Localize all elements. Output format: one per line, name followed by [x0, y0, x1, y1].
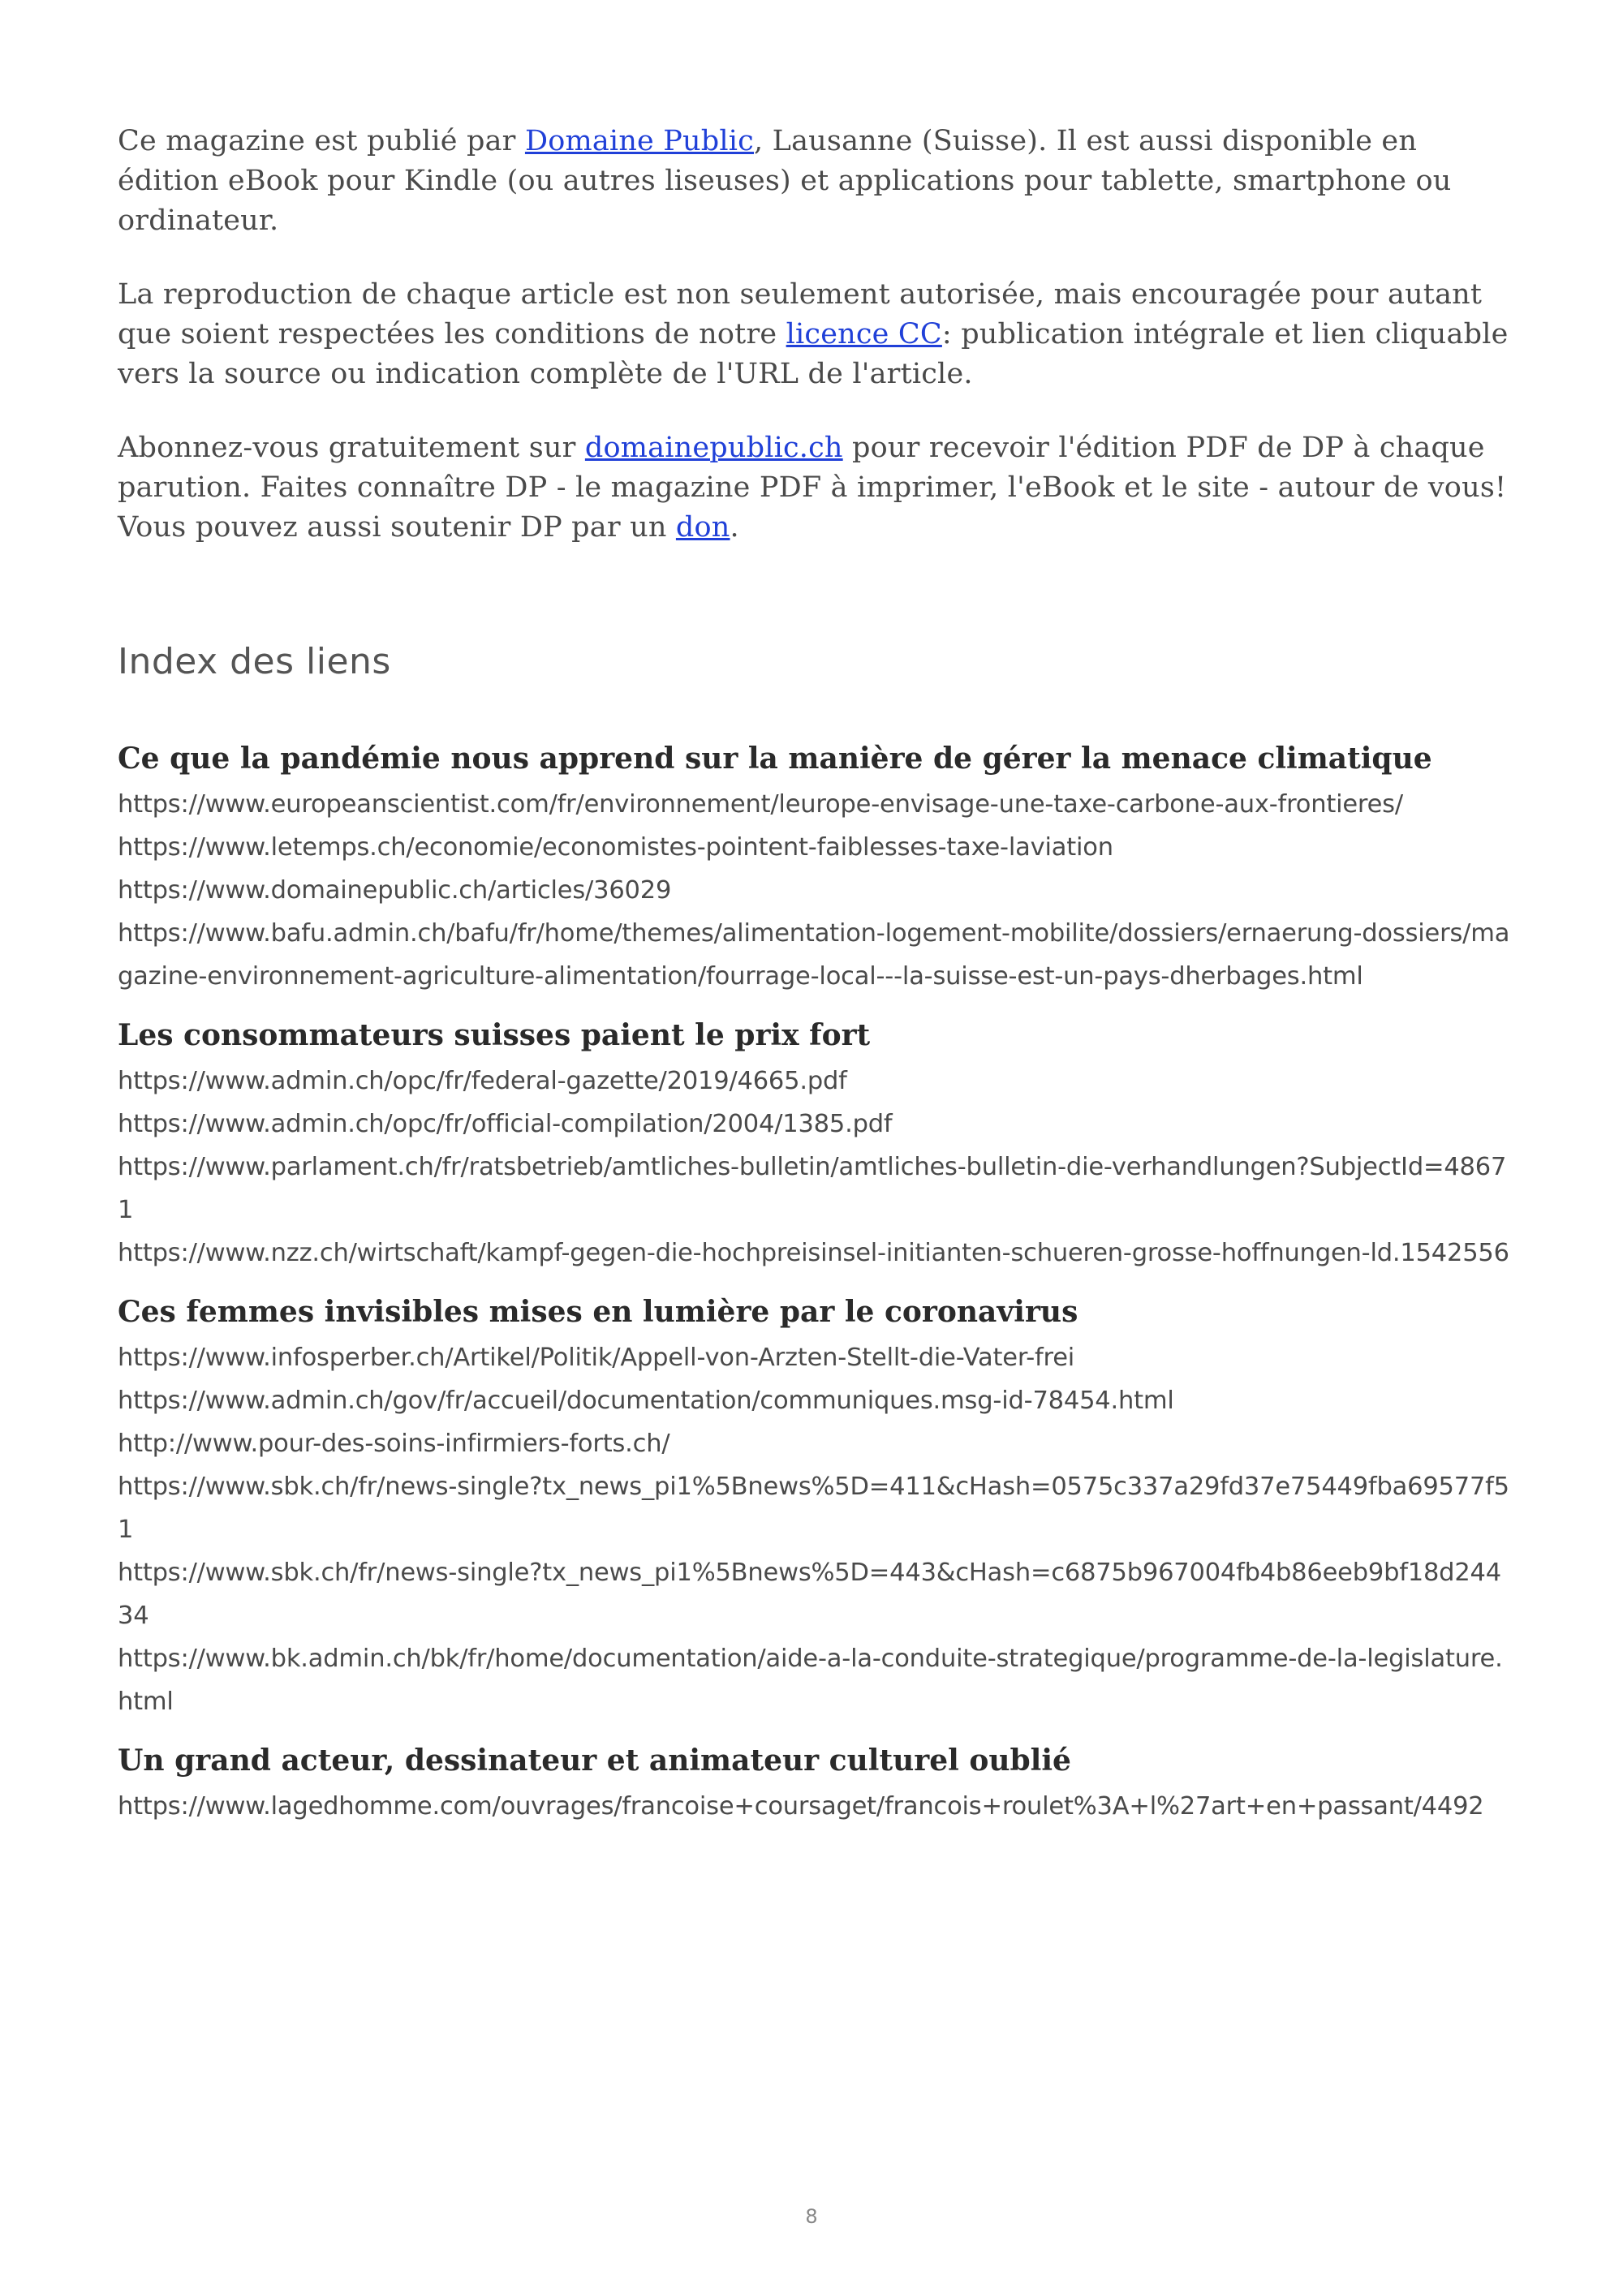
page-number: 8 [805, 2205, 818, 2228]
domaine-public-link[interactable]: Domaine Public [524, 125, 754, 157]
link-url: https://www.letemps.ch/economie/economistes-pointent-faiblesses-taxe-laviation [118, 833, 1113, 862]
section-title: Les consommateurs suisses paient le prix fort [118, 1018, 871, 1052]
domainepublic-link[interactable]: domainepublic.ch [584, 432, 843, 464]
index-title: Index des liens [118, 641, 391, 682]
link-url: https://www.admin.ch/opc/fr/official-compilation/2004/1385.pdf [118, 1110, 893, 1138]
link-url: https://www.parlament.ch/fr/ratsbetrieb/amtliches-bulletin/amtliches-bulletin-die-verhandlungen?SubjectId=48671 [118, 1153, 1507, 1224]
section-title: Ce que la pandémie nous apprend sur la manière de gérer la menace climatique [118, 742, 1432, 776]
link-url: https://www.sbk.ch/fr/news-single?tx_news_pi1%5Bnews%5D=411&cHash=0575c337a29fd37e75449fba69577f51 [118, 1473, 1509, 1544]
intro-text: Ce magazine est publié par [118, 125, 525, 157]
intro-paragraph-license [118, 275, 1513, 394]
link-url: https://www.nzz.ch/wirtschaft/kampf-gegen-die-hochpreisinsel-initianten-schueren-grosse-hoffnungen-ld.1542556 [118, 1239, 1509, 1267]
license-text: : publication intégrale et lien cliquable vers la source ou indication complète de l'URL de l'article. [118, 318, 1509, 390]
subscribe-text: pour recevoir l'édition PDF de DP à chaque parution. Faites connaître DP - le magazine PDF à imprimer, l'eBook et le site - autour de vous! Vous pouvez aussi soutenir DP par un [118, 432, 1507, 544]
licence-cc-link[interactable]: licence CC [786, 318, 942, 350]
section-title: Ces femmes invisibles mises en lumière par le coronavirus [118, 1295, 1078, 1329]
link-url: https://www.europeanscientist.com/fr/environnement/leurope-envisage-une-taxe-carbone-aux-frontieres/ [118, 790, 1403, 819]
link-url: https://www.admin.ch/gov/fr/accueil/documentation/communiques.msg-id-78454.html [118, 1387, 1174, 1415]
index-section [118, 1016, 1513, 1275]
subscribe-text: . [730, 511, 739, 544]
subscribe-text: Abonnez-vous gratuitement sur [118, 432, 585, 464]
document-page [118, 122, 1513, 1846]
license-text: La reproduction de chaque article est non seulement autorisée, mais encouragée pour autant que soient respectées les conditions de notre [118, 278, 1483, 350]
index-section [118, 1741, 1513, 1828]
intro-paragraph-subscribe [118, 428, 1513, 548]
link-url: http://www.pour-des-soins-infirmiers-forts.ch/ [118, 1430, 670, 1458]
section-title: Un grand acteur, dessinateur et animateur culturel oublié [118, 1743, 1071, 1778]
link-url: https://www.admin.ch/opc/fr/federal-gazette/2019/4665.pdf [118, 1067, 847, 1095]
index-section [118, 739, 1513, 998]
intro-section [118, 122, 1513, 548]
link-url: https://www.bafu.admin.ch/bafu/fr/home/themes/alimentation-logement-mobilite/dossiers/ernaerung-dossiers/magazine-environnement-agriculture-alimentation/fourrage-local---la-suisse-est-un-pays-dherbages.html [118, 919, 1510, 991]
link-url: https://www.bk.admin.ch/bk/fr/home/documentation/aide-a-la-conduite-strategique/programme-de-la-legislature.html [118, 1645, 1503, 1716]
index-section [118, 1292, 1513, 1723]
intro-text: , Lausanne (Suisse). Il est aussi disponible en édition eBook pour Kindle (ou autres liseuses) et applications pour tablette, smartphone ou ordinateur. [118, 125, 1452, 237]
intro-paragraph-publisher [118, 122, 1513, 241]
don-link[interactable]: don [675, 511, 730, 544]
link-url: https://www.sbk.ch/fr/news-single?tx_news_pi1%5Bnews%5D=443&cHash=c6875b967004fb4b86eeb9bf18d24434 [118, 1559, 1501, 1630]
link-url: https://www.infosperber.ch/Artikel/Politik/Appell-von-Arzten-Stellt-die-Vater-frei [118, 1344, 1075, 1372]
link-url: https://www.domainepublic.ch/articles/36029 [118, 876, 672, 905]
link-url: https://www.lagedhomme.com/ouvrages/francoise+coursaget/francois+roulet%3A+l%27art+en+passant/4492 [118, 1792, 1484, 1821]
